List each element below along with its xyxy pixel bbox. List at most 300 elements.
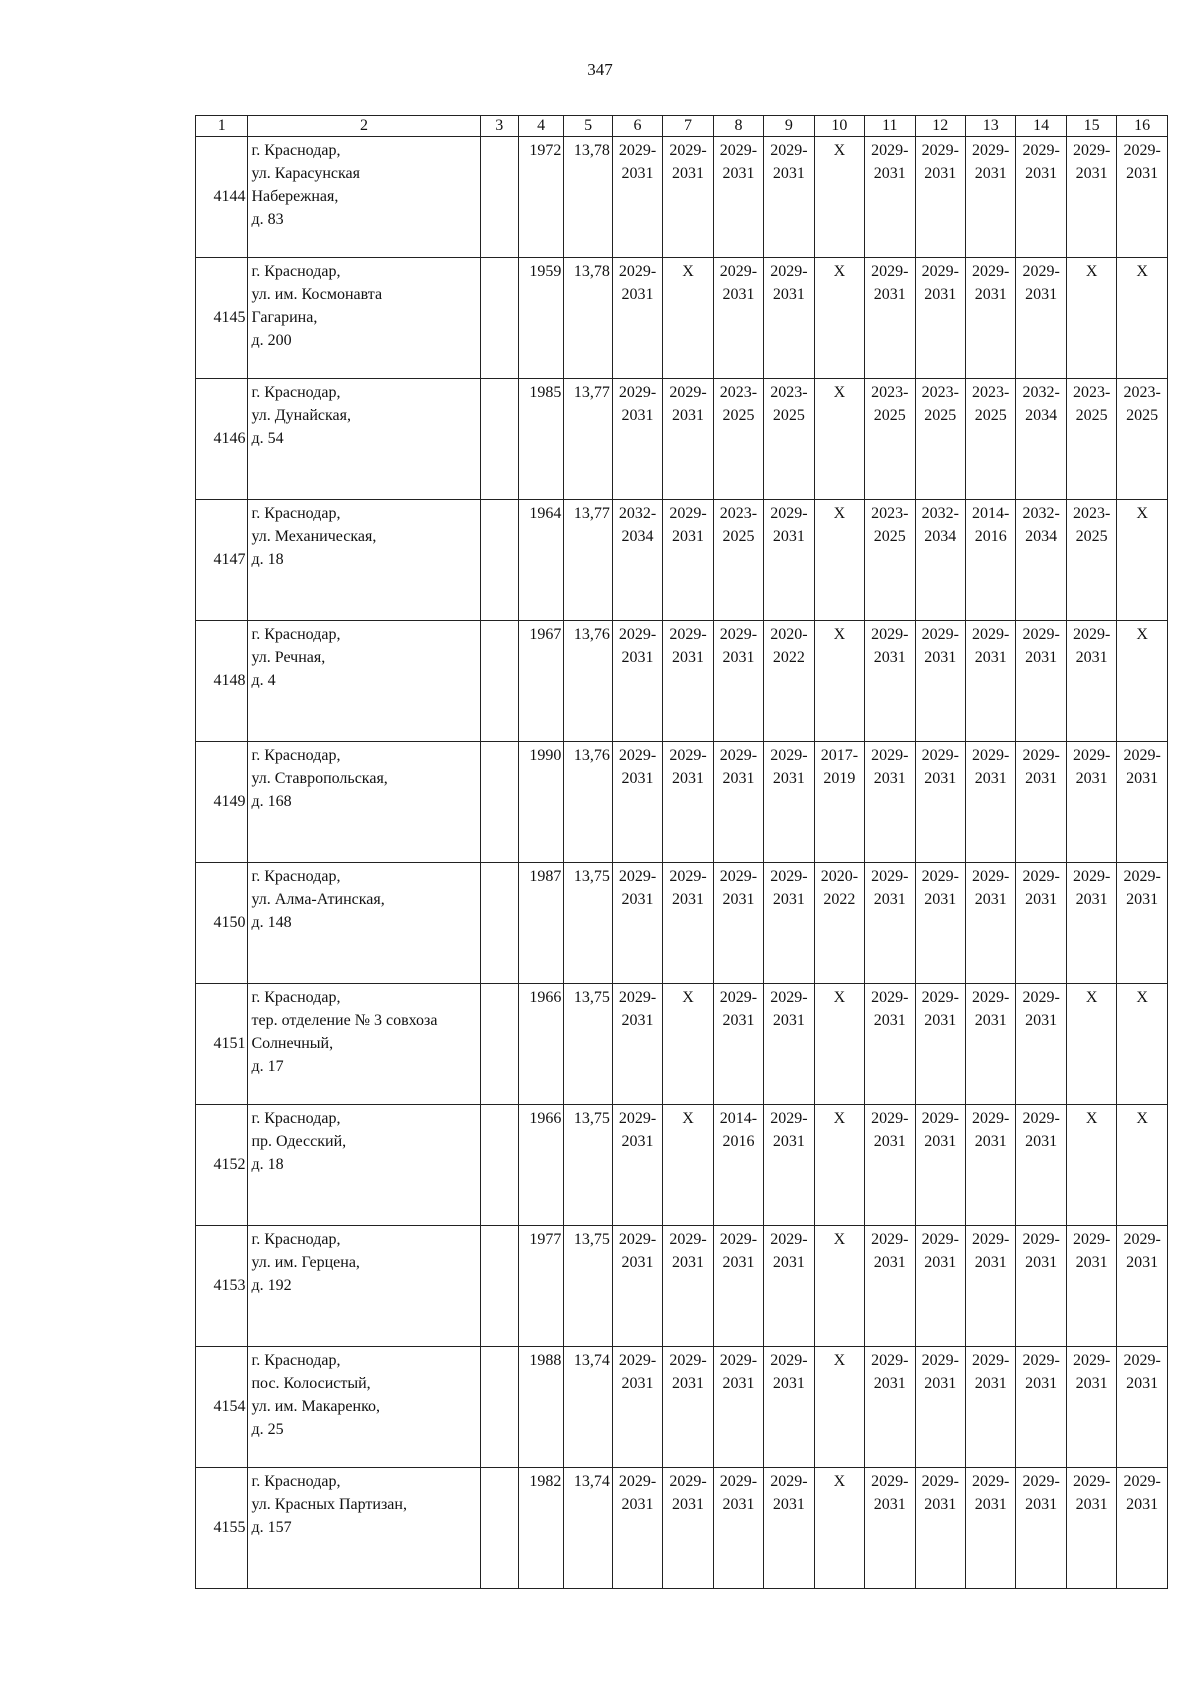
period-value: 2034 bbox=[621, 528, 654, 545]
period-value: 2029- bbox=[770, 263, 808, 280]
period-value: 2029- bbox=[770, 1231, 808, 1248]
period-value: 2031 bbox=[1025, 1133, 1058, 1150]
period-value: 2023- bbox=[1072, 384, 1111, 401]
period-value: 2029- bbox=[972, 142, 1010, 159]
address-line: д. 200 bbox=[251, 332, 292, 349]
period-value: 2031 bbox=[873, 1133, 906, 1150]
period-cell bbox=[713, 863, 763, 984]
period-value: 2031 bbox=[772, 1012, 805, 1029]
table-row bbox=[196, 1226, 1168, 1347]
period-value: X bbox=[833, 384, 846, 401]
address-line: д. 54 bbox=[251, 430, 284, 447]
col3-cell bbox=[480, 379, 518, 500]
period-cell bbox=[915, 1468, 965, 1589]
table-row bbox=[196, 1347, 1168, 1468]
period-cell bbox=[1117, 621, 1168, 742]
year-cell: 1959 bbox=[518, 258, 563, 379]
percent-cell: 13,75 bbox=[564, 863, 612, 984]
period-cell bbox=[713, 1347, 763, 1468]
period-value: 2031 bbox=[974, 649, 1007, 666]
period-value: 2029- bbox=[1072, 1473, 1111, 1490]
period-value: 2031 bbox=[873, 1375, 906, 1392]
col3-cell bbox=[480, 137, 518, 258]
table-row bbox=[196, 500, 1168, 621]
period-value: 2029- bbox=[1123, 1473, 1161, 1490]
period-cell bbox=[814, 500, 864, 621]
period-value: X bbox=[833, 1231, 846, 1248]
col3-cell bbox=[480, 621, 518, 742]
address-line: г. Краснодар, bbox=[251, 747, 341, 764]
table-row bbox=[196, 863, 1168, 984]
period-value: 2031 bbox=[1075, 891, 1108, 908]
period-value: 2029- bbox=[1022, 868, 1060, 885]
period-value: 2031 bbox=[722, 770, 755, 787]
percent-cell: 13,78 bbox=[564, 137, 612, 258]
period-value: 2031 bbox=[621, 1254, 654, 1271]
column-header: 3 bbox=[480, 116, 518, 137]
period-value: 2031 bbox=[671, 649, 704, 666]
period-cell bbox=[915, 379, 965, 500]
period-cell bbox=[1066, 1105, 1116, 1226]
period-value: 2029- bbox=[972, 1231, 1010, 1248]
address-line: д. 83 bbox=[251, 211, 284, 228]
address-line: г. Краснодар, bbox=[251, 868, 341, 885]
address-line: д. 168 bbox=[251, 793, 292, 810]
period-cell bbox=[612, 137, 662, 258]
period-value: 2031 bbox=[1075, 165, 1108, 182]
period-value: 2031 bbox=[924, 1012, 957, 1029]
period-cell bbox=[865, 1105, 915, 1226]
period-value: 2029- bbox=[770, 747, 808, 764]
period-cell bbox=[764, 258, 814, 379]
period-cell bbox=[1117, 984, 1168, 1105]
period-cell bbox=[915, 742, 965, 863]
period-value: 2031 bbox=[621, 1012, 654, 1029]
period-cell bbox=[915, 984, 965, 1105]
period-cell bbox=[1016, 863, 1066, 984]
period-value: X bbox=[682, 1110, 694, 1127]
period-cell bbox=[713, 742, 763, 863]
period-cell bbox=[1117, 137, 1168, 258]
period-value: 2031 bbox=[974, 1012, 1007, 1029]
period-cell bbox=[764, 500, 814, 621]
period-cell bbox=[965, 379, 1015, 500]
period-value: 2029- bbox=[1072, 1352, 1111, 1369]
percent-cell: 13,76 bbox=[564, 621, 612, 742]
period-value: 2029- bbox=[719, 142, 758, 159]
percent-cell: 13,75 bbox=[564, 1226, 612, 1347]
period-value: 2029- bbox=[1022, 747, 1060, 764]
column-header: 13 bbox=[965, 116, 1015, 137]
address-line: г. Краснодар, bbox=[251, 989, 341, 1006]
period-cell bbox=[764, 742, 814, 863]
period-value: 2023- bbox=[921, 384, 959, 401]
period-cell bbox=[814, 137, 864, 258]
address-line: ул. Алма-Атинская, bbox=[251, 891, 385, 908]
table-row bbox=[196, 1105, 1168, 1226]
period-cell bbox=[612, 984, 662, 1105]
col3-cell bbox=[480, 742, 518, 863]
period-value: 2031 bbox=[671, 1375, 704, 1392]
period-value: 2031 bbox=[621, 407, 654, 424]
period-value: X bbox=[833, 1352, 846, 1369]
year-cell: 1967 bbox=[518, 621, 563, 742]
address-line: Солнечный, bbox=[251, 1035, 334, 1052]
col3-cell bbox=[480, 984, 518, 1105]
period-cell bbox=[865, 379, 915, 500]
period-value: 2029- bbox=[719, 747, 758, 764]
col3-cell bbox=[480, 1347, 518, 1468]
period-value: 2031 bbox=[873, 1012, 906, 1029]
period-value: 2031 bbox=[1075, 649, 1108, 666]
page-number: 347 bbox=[587, 60, 613, 79]
period-cell bbox=[663, 500, 713, 621]
period-cell bbox=[865, 863, 915, 984]
period-cell bbox=[865, 742, 915, 863]
period-value: 2029- bbox=[669, 1473, 707, 1490]
period-cell bbox=[1117, 863, 1168, 984]
period-value: 2031 bbox=[621, 165, 654, 182]
col3-cell bbox=[480, 1105, 518, 1226]
period-value: 2031 bbox=[873, 165, 906, 182]
row-id: 4153 bbox=[196, 1226, 248, 1347]
period-value: X bbox=[833, 626, 846, 643]
period-value: 2029- bbox=[1072, 747, 1111, 764]
percent-cell: 13,74 bbox=[564, 1468, 612, 1589]
period-cell bbox=[915, 1105, 965, 1226]
period-cell bbox=[713, 258, 763, 379]
period-value: 2032- bbox=[1022, 384, 1060, 401]
period-value: 2023- bbox=[972, 384, 1010, 401]
period-value: 2023- bbox=[871, 384, 909, 401]
address-cell bbox=[248, 1105, 480, 1226]
address-line: Гагарина, bbox=[251, 309, 318, 326]
period-cell bbox=[1016, 1468, 1066, 1589]
period-value: X bbox=[1136, 626, 1148, 643]
column-header: 10 bbox=[814, 116, 864, 137]
period-cell bbox=[663, 863, 713, 984]
period-cell bbox=[814, 1105, 864, 1226]
period-cell bbox=[1117, 258, 1168, 379]
period-value: 2029- bbox=[618, 989, 657, 1006]
period-value: 2034 bbox=[924, 528, 957, 545]
period-value: 2031 bbox=[1025, 770, 1058, 787]
table-row bbox=[196, 742, 1168, 863]
period-value: 2031 bbox=[1126, 1496, 1159, 1513]
row-id: 4152 bbox=[196, 1105, 248, 1226]
row-id: 4147 bbox=[196, 500, 248, 621]
period-value: 2031 bbox=[974, 891, 1007, 908]
address-cell bbox=[248, 984, 480, 1105]
col3-cell bbox=[480, 1468, 518, 1589]
period-value: 2016 bbox=[974, 528, 1007, 545]
column-header: 15 bbox=[1066, 116, 1116, 137]
period-value: 2029- bbox=[770, 142, 808, 159]
period-cell bbox=[663, 1468, 713, 1589]
period-cell bbox=[612, 863, 662, 984]
period-value: 2029- bbox=[1072, 868, 1111, 885]
period-value: X bbox=[833, 505, 846, 522]
year-cell: 1990 bbox=[518, 742, 563, 863]
year-cell: 1966 bbox=[518, 984, 563, 1105]
period-value: 2031 bbox=[772, 1254, 805, 1271]
address-line: д. 157 bbox=[251, 1519, 292, 1536]
period-cell bbox=[612, 1105, 662, 1226]
address-line: ул. им. Макаренко, bbox=[251, 1398, 381, 1415]
period-cell bbox=[814, 379, 864, 500]
period-cell bbox=[965, 863, 1015, 984]
period-value: 2029- bbox=[669, 505, 707, 522]
address-line: г. Краснодар, bbox=[251, 1352, 341, 1369]
period-cell bbox=[865, 1347, 915, 1468]
period-value: 2029- bbox=[618, 142, 657, 159]
period-cell bbox=[764, 1105, 814, 1226]
period-value: 2032- bbox=[618, 505, 657, 522]
period-value: 2020- bbox=[770, 626, 808, 643]
period-value: 2029- bbox=[871, 1110, 909, 1127]
table-header bbox=[196, 116, 1168, 137]
period-cell bbox=[764, 621, 814, 742]
period-cell bbox=[965, 258, 1015, 379]
year-cell: 1977 bbox=[518, 1226, 563, 1347]
table-row bbox=[196, 621, 1168, 742]
period-cell bbox=[1066, 1347, 1116, 1468]
period-value: 2029- bbox=[770, 1110, 808, 1127]
period-cell bbox=[663, 742, 713, 863]
period-value: 2029- bbox=[618, 384, 657, 401]
period-cell bbox=[965, 1226, 1015, 1347]
column-header: 8 bbox=[713, 116, 763, 137]
period-cell bbox=[965, 742, 1015, 863]
table-body bbox=[196, 137, 1168, 1589]
period-cell bbox=[1066, 258, 1116, 379]
address-line: д. 17 bbox=[251, 1058, 284, 1075]
period-value: 2029- bbox=[921, 1352, 959, 1369]
address-line: ул. Красных Партизан, bbox=[251, 1496, 407, 1513]
period-value: 2029- bbox=[1022, 142, 1060, 159]
period-value: 2020- bbox=[820, 868, 859, 885]
period-value: 2034 bbox=[1025, 407, 1058, 424]
period-value: 2032- bbox=[921, 505, 959, 522]
address-line: г. Краснодар, bbox=[251, 626, 341, 643]
period-cell bbox=[1016, 1347, 1066, 1468]
period-value: 2029- bbox=[669, 1352, 707, 1369]
address-line: д. 4 bbox=[251, 672, 276, 689]
period-cell bbox=[764, 984, 814, 1105]
period-value: X bbox=[833, 989, 846, 1006]
period-cell bbox=[1066, 984, 1116, 1105]
period-value: 2031 bbox=[924, 649, 957, 666]
period-cell bbox=[865, 621, 915, 742]
period-cell bbox=[1117, 500, 1168, 621]
address-cell bbox=[248, 742, 480, 863]
period-cell bbox=[663, 984, 713, 1105]
period-value: 2029- bbox=[719, 989, 758, 1006]
address-cell bbox=[248, 863, 480, 984]
period-value: 2025 bbox=[722, 528, 755, 545]
period-value: 2031 bbox=[671, 1496, 704, 1513]
period-value: 2031 bbox=[671, 165, 704, 182]
row-id: 4151 bbox=[196, 984, 248, 1105]
period-value: 2031 bbox=[873, 1254, 906, 1271]
period-value: 2029- bbox=[871, 1231, 909, 1248]
period-cell bbox=[814, 742, 864, 863]
period-cell bbox=[663, 1347, 713, 1468]
column-header: 16 bbox=[1117, 116, 1168, 137]
row-id: 4155 bbox=[196, 1468, 248, 1589]
address-line: г. Краснодар, bbox=[251, 142, 341, 159]
table-row bbox=[196, 379, 1168, 500]
period-cell bbox=[1016, 742, 1066, 863]
period-value: 2029- bbox=[871, 1352, 909, 1369]
address-cell bbox=[248, 258, 480, 379]
period-cell bbox=[713, 1226, 763, 1347]
period-value: 2029- bbox=[1022, 989, 1060, 1006]
period-value: 2025 bbox=[873, 528, 906, 545]
period-value: 2029- bbox=[972, 1352, 1010, 1369]
period-cell bbox=[1066, 379, 1116, 500]
period-cell bbox=[713, 1105, 763, 1226]
year-cell: 1987 bbox=[518, 863, 563, 984]
period-value: 2029- bbox=[871, 868, 909, 885]
period-cell bbox=[915, 1226, 965, 1347]
period-cell bbox=[612, 1347, 662, 1468]
period-cell bbox=[764, 137, 814, 258]
period-value: 2031 bbox=[722, 1496, 755, 1513]
col3-cell bbox=[480, 258, 518, 379]
period-value: 2031 bbox=[1025, 1254, 1058, 1271]
period-value: 2029- bbox=[1072, 1231, 1111, 1248]
period-cell bbox=[1016, 1226, 1066, 1347]
period-cell bbox=[612, 500, 662, 621]
column-header: 4 bbox=[518, 116, 563, 137]
period-cell bbox=[1016, 621, 1066, 742]
period-cell bbox=[1016, 1105, 1066, 1226]
period-value: 2031 bbox=[722, 1375, 755, 1392]
period-value: 2029- bbox=[1022, 1352, 1060, 1369]
address-line: д. 192 bbox=[251, 1277, 292, 1294]
period-cell bbox=[1117, 1347, 1168, 1468]
period-value: 2025 bbox=[873, 407, 906, 424]
period-cell bbox=[1066, 137, 1116, 258]
period-value: 2031 bbox=[974, 165, 1007, 182]
address-line: г. Краснодар, bbox=[251, 263, 341, 280]
percent-cell: 13,77 bbox=[564, 379, 612, 500]
address-line: ул. Механическая, bbox=[251, 528, 377, 545]
table-row bbox=[196, 1468, 1168, 1589]
period-value: 2031 bbox=[974, 1375, 1007, 1392]
address-line: д. 18 bbox=[251, 551, 284, 568]
row-id: 4144 bbox=[196, 137, 248, 258]
period-value: 2029- bbox=[618, 1231, 657, 1248]
period-cell bbox=[663, 1105, 713, 1226]
period-value: 2031 bbox=[621, 1133, 654, 1150]
period-value: 2031 bbox=[772, 1375, 805, 1392]
period-value: X bbox=[682, 989, 694, 1006]
period-cell bbox=[814, 863, 864, 984]
period-value: 2016 bbox=[722, 1133, 755, 1150]
column-header: 7 bbox=[663, 116, 713, 137]
period-value: 2031 bbox=[1126, 1375, 1159, 1392]
address-line: Набережная, bbox=[251, 188, 339, 205]
address-line: г. Краснодар, bbox=[251, 1231, 341, 1248]
period-value: X bbox=[1085, 263, 1098, 280]
period-cell bbox=[814, 984, 864, 1105]
period-value: 2029- bbox=[871, 747, 909, 764]
period-value: 2031 bbox=[1075, 770, 1108, 787]
period-value: 2031 bbox=[924, 1133, 957, 1150]
period-value: 2029- bbox=[921, 142, 959, 159]
period-value: 2031 bbox=[621, 649, 654, 666]
period-value: 2031 bbox=[1126, 1254, 1159, 1271]
period-value: X bbox=[1085, 989, 1098, 1006]
period-cell bbox=[965, 500, 1015, 621]
column-header: 12 bbox=[915, 116, 965, 137]
column-header: 6 bbox=[612, 116, 662, 137]
period-cell bbox=[915, 258, 965, 379]
period-value: 2031 bbox=[1075, 1254, 1108, 1271]
period-value: X bbox=[833, 263, 846, 280]
period-value: X bbox=[682, 263, 694, 280]
period-value: 2031 bbox=[772, 286, 805, 303]
row-id: 4145 bbox=[196, 258, 248, 379]
period-cell bbox=[915, 621, 965, 742]
address-line: г. Краснодар, bbox=[251, 505, 341, 522]
period-value: 2031 bbox=[1075, 1375, 1108, 1392]
column-header: 9 bbox=[764, 116, 814, 137]
period-value: 2031 bbox=[1025, 165, 1058, 182]
period-value: 2029- bbox=[1123, 868, 1161, 885]
period-cell bbox=[814, 621, 864, 742]
period-value: 2029- bbox=[719, 626, 758, 643]
period-value: X bbox=[833, 1110, 846, 1127]
period-cell bbox=[1117, 1105, 1168, 1226]
period-value: 2029- bbox=[871, 989, 909, 1006]
period-cell bbox=[814, 258, 864, 379]
column-header: 5 bbox=[564, 116, 612, 137]
period-value: 2031 bbox=[974, 1254, 1007, 1271]
period-value: 2031 bbox=[1025, 1012, 1058, 1029]
period-value: 2029- bbox=[618, 1110, 657, 1127]
period-value: 2031 bbox=[974, 286, 1007, 303]
period-value: 2032- bbox=[1022, 505, 1060, 522]
period-cell bbox=[1066, 863, 1116, 984]
period-value: 2031 bbox=[671, 1254, 704, 1271]
period-value: 2031 bbox=[722, 1012, 755, 1029]
period-value: 2029- bbox=[921, 1231, 959, 1248]
period-value: 2029- bbox=[770, 1352, 808, 1369]
period-cell bbox=[965, 621, 1015, 742]
year-cell: 1988 bbox=[518, 1347, 563, 1468]
period-value: 2029- bbox=[719, 263, 758, 280]
period-value: 2031 bbox=[772, 165, 805, 182]
year-cell: 1966 bbox=[518, 1105, 563, 1226]
period-value: 2031 bbox=[974, 1133, 1007, 1150]
period-value: 2029- bbox=[1022, 1231, 1060, 1248]
column-header: 11 bbox=[865, 116, 915, 137]
period-value: 2031 bbox=[722, 286, 755, 303]
period-cell bbox=[764, 863, 814, 984]
period-value: 2029- bbox=[719, 1231, 758, 1248]
column-header: 2 bbox=[248, 116, 480, 137]
period-value: X bbox=[1136, 263, 1148, 280]
period-value: 2025 bbox=[1075, 407, 1108, 424]
period-value: 2029- bbox=[1123, 1352, 1161, 1369]
row-id: 4149 bbox=[196, 742, 248, 863]
period-cell bbox=[865, 500, 915, 621]
period-value: 2031 bbox=[671, 528, 704, 545]
period-value: 2031 bbox=[1025, 1496, 1058, 1513]
